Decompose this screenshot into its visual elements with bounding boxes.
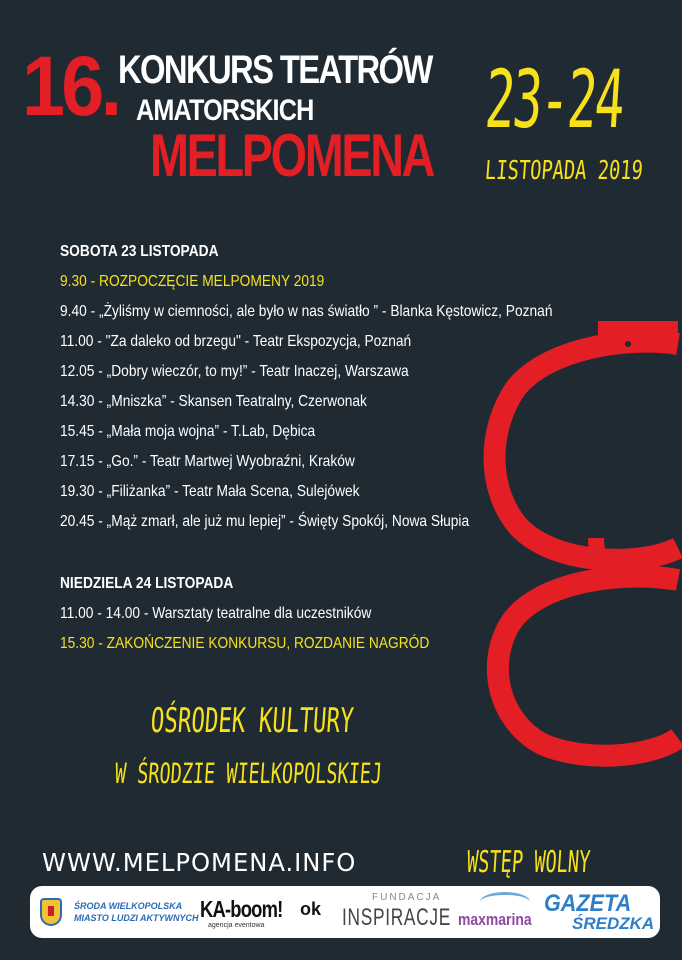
sponsor-inspiracje-logo: FUNDACJA INSPIRACJE xyxy=(342,892,451,931)
schedule-item: 19.30 - „Filiżanka” - Teatr Mała Scena, Sulejówek xyxy=(60,483,360,500)
day-heading-saturday: SOBOTA 23 LISTOPADA xyxy=(60,243,219,260)
sponsor-ok-logo: ok xyxy=(300,899,322,919)
sponsor-sroda-logo: ŚRODA WIELKOPOLSKA MIASTO LUDZI AKTYWNYCH xyxy=(36,886,186,938)
schedule-item: 17.15 - „Go.” - Teatr Martwej Wyobraźni, Kraków xyxy=(60,453,355,470)
day-heading-sunday: NIEDZIELA 24 LISTOPADA xyxy=(60,575,234,592)
title-line-1: KONKURS TEATRÓW xyxy=(118,48,432,92)
schedule-item: 15.45 - „Mała moja wojna” - T.Lab, Dębica xyxy=(60,423,316,440)
festival-name: MELPOMENA xyxy=(150,122,434,189)
saturday-list xyxy=(60,267,633,537)
sponsor-kaboom-logo: KA-boom! agencja eventowa xyxy=(200,896,283,929)
schedule-item: 9.30 - ROZPOCZĘCIE MELPOMENY 2019 xyxy=(60,273,325,290)
sponsors-bar xyxy=(30,886,660,938)
venue-location: W ŚRODZIE WIELKOPOLSKIEJ xyxy=(113,757,384,790)
admission-note: WSTĘP WOLNY xyxy=(465,845,592,880)
schedule-item: 11.00 - 14.00 - Warsztaty teatralne dla uczestników xyxy=(60,605,372,622)
sunday-list xyxy=(60,599,633,659)
website-link[interactable]: WWW.MELPOMENA.INFO xyxy=(42,848,357,877)
schedule-item: 14.30 - „Mniszka” - Skansen Teatralny, Czerwonak xyxy=(60,393,367,410)
venue-name: OŚRODEK KULTURY xyxy=(149,701,355,741)
event-month-year: LISTOPADA 2019 xyxy=(483,156,644,186)
sponsor-gazeta-logo: GAZETA ŚREDZKA xyxy=(544,890,655,933)
title-line-2: AMATORSKICH xyxy=(136,94,314,127)
schedule-item: 20.45 - „Mąż zmarł, ale już mu lepiej” - Święty Spokój, Nowa Słupia xyxy=(60,513,470,530)
event-dates: 23-24 xyxy=(482,53,626,146)
schedule-item: 12.05 - „Dobry wieczór, to my!” - Teatr Inaczej, Warszawa xyxy=(60,363,409,380)
waves-icon xyxy=(480,892,530,912)
coat-of-arms-icon xyxy=(40,898,62,926)
sponsor-maxmarina-logo: maxmarina xyxy=(458,886,558,938)
program-schedule xyxy=(60,237,633,659)
schedule-item: 11.00 - "Za daleko od brzegu" - Teatr Ekspozycja, Poznań xyxy=(60,333,412,350)
schedule-item: 9.40 - „Żyliśmy w ciemności, ale było w nas światło ” - Blanka Kęstowicz, Poznań xyxy=(60,303,553,320)
edition-number: 16. xyxy=(22,39,119,133)
schedule-item: 15.30 - ZAKOŃCZENIE KONKURSU, ROZDANIE NAGRÓD xyxy=(60,635,430,652)
